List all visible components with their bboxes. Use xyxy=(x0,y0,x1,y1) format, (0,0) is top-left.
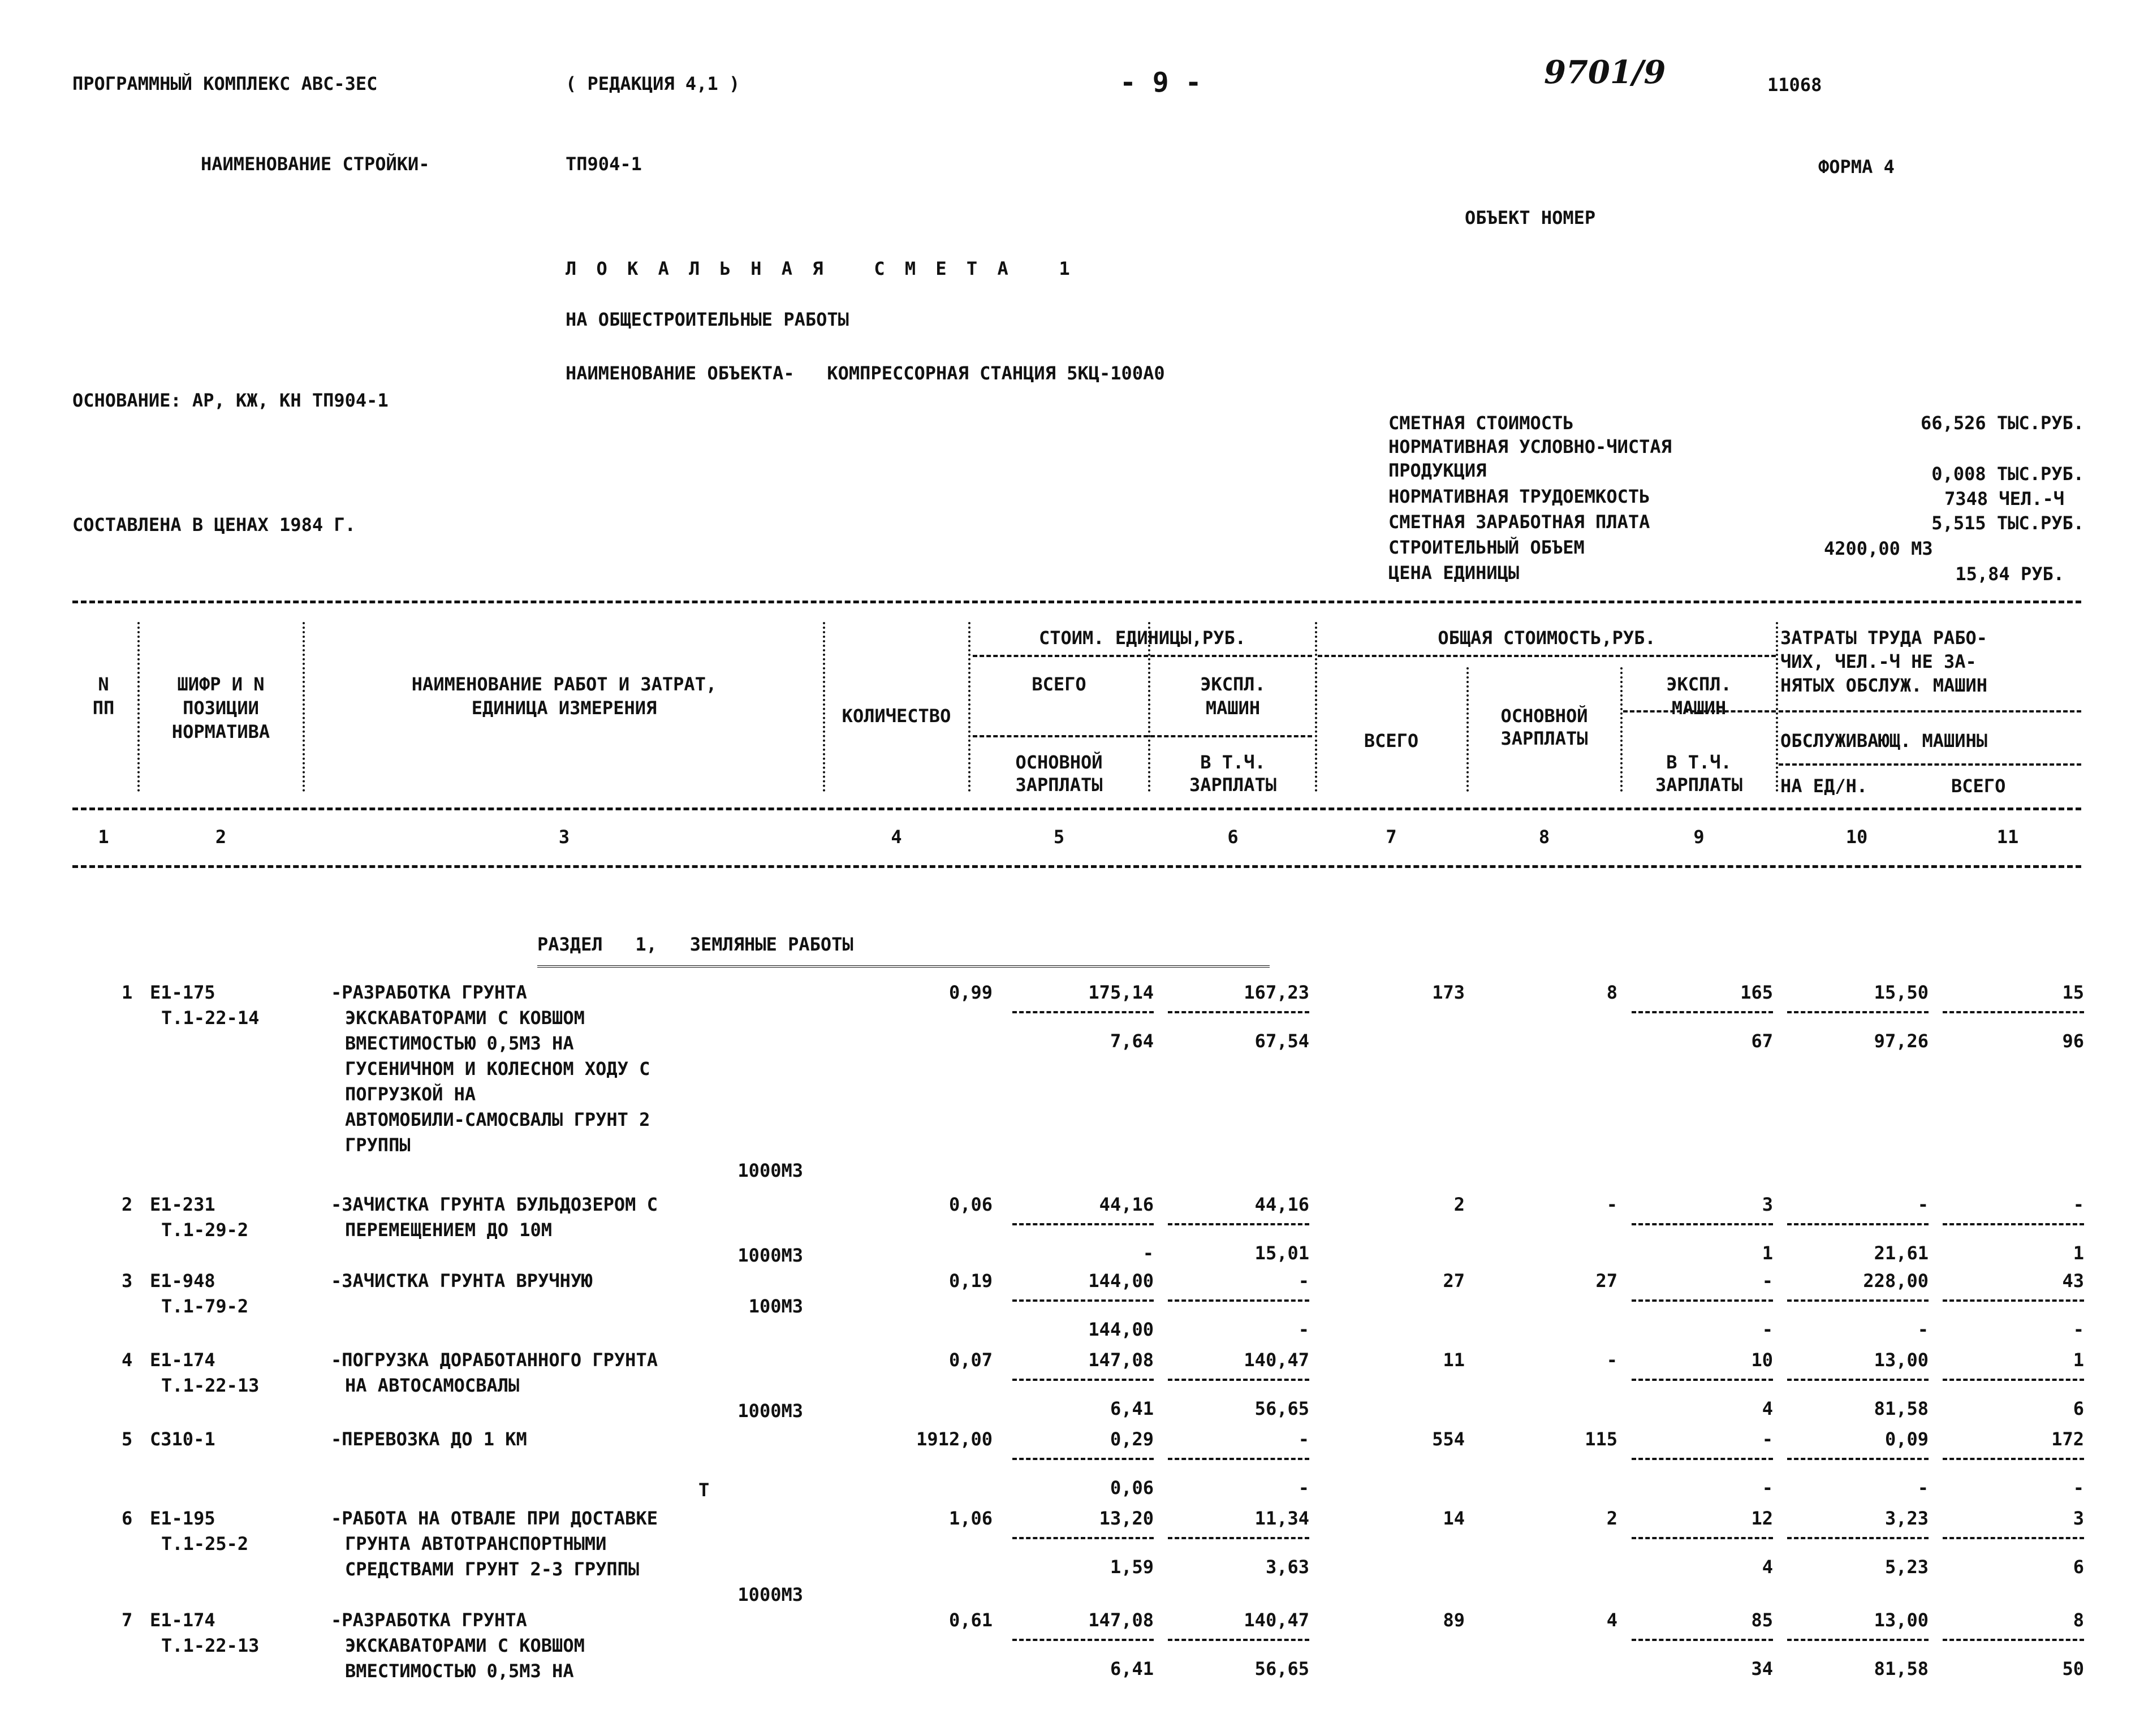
overall-machines-pay: 4 xyxy=(1762,1398,1773,1419)
cell-separator-rule xyxy=(1943,1537,2084,1539)
row-code: Е1-948 xyxy=(150,1270,215,1292)
overall-machines: 85 xyxy=(1751,1609,1773,1631)
table-top-rule xyxy=(72,601,2081,603)
row-number: 1 xyxy=(122,982,133,1003)
servicing-total: - xyxy=(2073,1477,2084,1499)
cell-separator-rule xyxy=(1012,1011,1154,1013)
cell-separator-rule xyxy=(1632,1011,1773,1013)
row-work-name: ВМЕСТИМОСТЬЮ 0,5М3 НА xyxy=(345,1660,574,1682)
cell-separator-rule xyxy=(1632,1458,1773,1460)
row-number: 5 xyxy=(122,1428,133,1450)
row-quantity: 1912,00 xyxy=(916,1428,993,1450)
header-overall-incl: ЗАРПЛАТЫ xyxy=(1655,774,1743,796)
cell-separator-rule xyxy=(1168,1639,1309,1641)
summary-value: 4200,00 М3 xyxy=(1824,538,1933,559)
row-quantity: 0,19 xyxy=(948,1270,993,1292)
overall-basic-pay: 8 xyxy=(1606,982,1617,1003)
column-number: 6 xyxy=(1227,826,1239,848)
unit-basic-pay: - xyxy=(1142,1242,1154,1264)
row-unit: Т xyxy=(698,1479,710,1501)
header-overall-expl: ЭКСПЛ. xyxy=(1666,673,1732,695)
row-unit: 100М3 xyxy=(748,1295,803,1317)
row-work-name: ГРУППЫ xyxy=(345,1134,411,1156)
servicing-total: 6 xyxy=(2073,1556,2084,1578)
labor-per-unit: - xyxy=(1917,1194,1929,1215)
build-value: ТП904-1 xyxy=(566,153,642,175)
col-divider xyxy=(1776,622,1778,792)
cell-separator-rule xyxy=(1012,1537,1154,1539)
labor-per-unit: 0,09 xyxy=(1884,1428,1929,1450)
unit-basic-pay: 6,41 xyxy=(1110,1398,1154,1419)
overall-machines-pay: 67 xyxy=(1751,1030,1773,1052)
column-number: 9 xyxy=(1693,826,1705,848)
cell-separator-rule xyxy=(1168,1458,1309,1460)
row-code: Е1-175 xyxy=(150,982,215,1003)
unit-cost-total: 13,20 xyxy=(1099,1508,1154,1529)
summary-label: СМЕТНАЯ СТОИМОСТЬ xyxy=(1388,412,1574,434)
overall-machines: - xyxy=(1762,1428,1773,1450)
overall-machines: 165 xyxy=(1740,982,1773,1003)
row-work-name: ВМЕСТИМОСТЬЮ 0,5М3 НА xyxy=(345,1033,574,1054)
servicing-total: 1 xyxy=(2073,1242,2084,1264)
col-divider xyxy=(823,622,825,792)
labor-per-unit: 13,00 xyxy=(1874,1609,1929,1631)
header-code: ПОЗИЦИИ xyxy=(183,697,259,719)
cell-separator-rule xyxy=(1787,1458,1929,1460)
cell-separator-rule xyxy=(1012,1379,1154,1381)
servicing-total: 6 xyxy=(2073,1398,2084,1419)
cell-separator-rule xyxy=(1787,1223,1929,1225)
unit-basic-pay: 0,06 xyxy=(1110,1477,1154,1499)
labor-total: 8 xyxy=(2073,1609,2084,1631)
object-name: НАИМЕНОВАНИЕ ОБЪЕКТА- КОМПРЕССОРНАЯ СТАНЦИЯ 5КЦ-100А0 xyxy=(566,362,1165,384)
col-divider xyxy=(137,622,140,792)
overall-total: 89 xyxy=(1443,1609,1465,1631)
row-work-name: ГУСЕНИЧНОМ И КОЛЕСНОМ ХОДУ С xyxy=(345,1058,650,1079)
servicing-per-unit: 81,58 xyxy=(1874,1658,1929,1679)
overall-basic-pay: 4 xyxy=(1606,1609,1617,1631)
row-work-name: -РАЗРАБОТКА ГРУНТА xyxy=(331,1609,527,1631)
row-quantity: 0,06 xyxy=(948,1194,993,1215)
cell-separator-rule xyxy=(1943,1223,2084,1225)
cell-separator-rule xyxy=(1168,1379,1309,1381)
header-overall-expl: МАШИН xyxy=(1671,697,1727,719)
header-code: НОРМАТИВА xyxy=(171,721,270,742)
cell-separator-rule xyxy=(1943,1639,2084,1641)
servicing-per-unit: 81,58 xyxy=(1874,1398,1929,1419)
col-divider xyxy=(1620,667,1623,792)
sub-rule xyxy=(1779,710,2081,712)
basis: ОСНОВАНИЕ: АР, КЖ, КН ТП904-1 xyxy=(72,390,389,411)
labor-per-unit: 13,00 xyxy=(1874,1349,1929,1371)
summary-label: НОРМАТИВНАЯ УСЛОВНО-ЧИСТАЯ xyxy=(1388,436,1672,457)
overall-machines-pay: - xyxy=(1762,1477,1773,1499)
unit-machines-pay: - xyxy=(1298,1477,1309,1499)
overall-total: 14 xyxy=(1443,1508,1465,1529)
column-number: 3 xyxy=(558,826,570,848)
column-number: 2 xyxy=(215,826,227,848)
header-overall-basic: ОСНОВНОЙ xyxy=(1500,705,1588,727)
unit-cost-machines: 11,34 xyxy=(1254,1508,1309,1529)
row-number: 7 xyxy=(122,1609,133,1631)
row-quantity: 0,07 xyxy=(948,1349,993,1371)
unit-machines-pay: 56,65 xyxy=(1254,1398,1309,1419)
cell-separator-rule xyxy=(1012,1223,1154,1225)
labor-total: - xyxy=(2073,1194,2084,1215)
cell-separator-rule xyxy=(1632,1639,1773,1641)
row-code: Е1-174 xyxy=(150,1609,215,1631)
unit-cost-total: 175,14 xyxy=(1088,982,1154,1003)
column-number: 8 xyxy=(1538,826,1550,848)
overall-total: 554 xyxy=(1432,1428,1465,1450)
cell-separator-rule xyxy=(1787,1379,1929,1381)
cell-separator-rule xyxy=(1168,1299,1309,1302)
header-overall-basic: ЗАРПЛАТЫ xyxy=(1500,728,1588,749)
unit-cost-total: 44,16 xyxy=(1099,1194,1154,1215)
row-code-table: Т.1-22-14 xyxy=(161,1007,260,1029)
servicing-total: - xyxy=(2073,1319,2084,1340)
header-labor: НЯТЫХ ОБСЛУЖ. МАШИН xyxy=(1780,675,1988,696)
cell-separator-rule xyxy=(1943,1458,2084,1460)
servicing-per-unit: 21,61 xyxy=(1874,1242,1929,1264)
row-code-table: Т.1-25-2 xyxy=(161,1533,249,1554)
cell-separator-rule xyxy=(1168,1223,1309,1225)
unit-cost-machines: 44,16 xyxy=(1254,1194,1309,1215)
header-unit-incl: В Т.Ч. xyxy=(1200,752,1266,773)
cell-separator-rule xyxy=(1632,1223,1773,1225)
sub-rule xyxy=(973,735,1312,737)
row-number: 3 xyxy=(122,1270,133,1292)
header-unit-cost: СТОИМ. ЕДИНИЦЫ,РУБ. xyxy=(1038,627,1246,649)
overall-basic-pay: - xyxy=(1606,1194,1617,1215)
row-code-table: Т.1-22-13 xyxy=(161,1635,260,1656)
cell-separator-rule xyxy=(1943,1379,2084,1381)
summary-value: 66,526 ТЫС.РУБ. xyxy=(1921,412,2084,434)
row-work-name: -РАЗРАБОТКА ГРУНТА xyxy=(331,982,527,1003)
column-number: 4 xyxy=(891,826,902,848)
overall-machines: 3 xyxy=(1762,1194,1773,1215)
cell-separator-rule xyxy=(1787,1299,1929,1302)
row-code: Е1-195 xyxy=(150,1508,215,1529)
header-labor: ЧИХ, ЧЕЛ.-Ч НЕ ЗА- xyxy=(1780,651,1977,672)
unit-cost-machines: - xyxy=(1298,1270,1309,1292)
page-number: - 9 - xyxy=(1120,67,1202,98)
row-code: Е1-174 xyxy=(150,1349,215,1371)
cell-separator-rule xyxy=(1168,1011,1309,1013)
estimate-title: Л О К А Л Ь Н А Я С М Е Т А 1 xyxy=(566,258,1075,279)
row-work-name: АВТОМОБИЛИ-САМОСВАЛЫ ГРУНТ 2 xyxy=(345,1109,650,1130)
header-name: НАИМЕНОВАНИЕ РАБОТ И ЗАТРАТ, xyxy=(411,673,717,695)
overall-machines-pay: 4 xyxy=(1762,1556,1773,1578)
row-work-name: ЭКСКАВАТОРАМИ С КОВШОМ xyxy=(345,1635,585,1656)
row-work-name: ПОГРУЗКОЙ НА xyxy=(345,1083,476,1105)
cell-separator-rule xyxy=(1632,1379,1773,1381)
overall-machines-pay: 34 xyxy=(1751,1658,1773,1679)
servicing-per-unit: - xyxy=(1917,1319,1929,1340)
summary-label: СМЕТНАЯ ЗАРАБОТНАЯ ПЛАТА xyxy=(1388,511,1650,533)
servicing-per-unit: - xyxy=(1917,1477,1929,1499)
summary-label: ЦЕНА ЕДИНИЦЫ xyxy=(1388,562,1520,584)
row-work-name: СРЕДСТВАМИ ГРУНТ 2-3 ГРУППЫ xyxy=(345,1558,640,1580)
cell-separator-rule xyxy=(1012,1639,1154,1641)
unit-basic-pay: 1,59 xyxy=(1110,1556,1154,1578)
row-quantity: 0,99 xyxy=(948,982,993,1003)
build-label: НАИМЕНОВАНИЕ СТРОЙКИ- xyxy=(201,153,430,175)
row-code: С310-1 xyxy=(150,1428,215,1450)
summary-value: 5,515 ТЫС.РУБ. xyxy=(1931,512,2084,534)
col-divider xyxy=(1466,667,1469,792)
cell-separator-rule xyxy=(1168,1537,1309,1539)
overall-basic-pay: 2 xyxy=(1606,1508,1617,1529)
row-number: 4 xyxy=(122,1349,133,1371)
overall-machines-pay: 1 xyxy=(1762,1242,1773,1264)
header-n: N xyxy=(98,673,109,695)
cell-separator-rule xyxy=(1012,1299,1154,1302)
row-work-name: ПЕРЕМЕЩЕНИЕМ ДО 10М xyxy=(345,1219,553,1241)
servicing-per-unit: 5,23 xyxy=(1884,1556,1929,1578)
unit-machines-pay: - xyxy=(1298,1319,1309,1340)
cell-separator-rule xyxy=(1787,1639,1929,1641)
row-work-name: НА АВТОСАМОСВАЛЫ xyxy=(345,1375,520,1396)
labor-per-unit: 15,50 xyxy=(1874,982,1929,1003)
unit-cost-total: 147,08 xyxy=(1088,1349,1154,1371)
overall-machines: 10 xyxy=(1751,1349,1773,1371)
section-title: РАЗДЕЛ 1, ЗЕМЛЯНЫЕ РАБОТЫ xyxy=(537,934,853,955)
row-code: Е1-231 xyxy=(150,1194,215,1215)
summary-label: СТРОИТЕЛЬНЫЙ ОБЪЕМ xyxy=(1388,537,1585,558)
header-n: ПП xyxy=(92,697,115,719)
cell-separator-rule xyxy=(1787,1537,1929,1539)
cell-separator-rule xyxy=(1632,1299,1773,1302)
summary-value: 7348 ЧЕЛ.-Ч xyxy=(1944,488,2064,509)
header-unit-expl: МАШИН xyxy=(1205,697,1261,719)
header-unit-basic: ЗАРПЛАТЫ xyxy=(1015,774,1103,796)
summary-value: 15,84 РУБ. xyxy=(1955,563,2064,585)
row-work-name: ГРУНТА АВТОТРАНСПОРТНЫМИ xyxy=(345,1533,607,1554)
price-base: СОСТАВЛЕНА В ЦЕНАХ 1984 Г. xyxy=(72,514,356,536)
row-number: 2 xyxy=(122,1194,133,1215)
overall-basic-pay: - xyxy=(1606,1349,1617,1371)
labor-total: 172 xyxy=(2051,1428,2084,1450)
row-work-name: -ЗАЧИСТКА ГРУНТА ВРУЧНУЮ xyxy=(331,1270,593,1292)
unit-cost-machines: 167,23 xyxy=(1244,982,1309,1003)
column-number: 1 xyxy=(98,826,109,848)
unit-cost-total: 147,08 xyxy=(1088,1609,1154,1631)
unit-cost-machines: - xyxy=(1298,1428,1309,1450)
header-overall-cost: ОБЩАЯ СТОИМОСТЬ,РУБ. xyxy=(1438,627,1656,649)
summary-label: НОРМАТИВНАЯ ТРУДОЕМКОСТЬ xyxy=(1388,486,1650,507)
labor-per-unit: 3,23 xyxy=(1884,1508,1929,1529)
row-code-table: Т.1-29-2 xyxy=(161,1219,249,1241)
row-work-name: -ПЕРЕВОЗКА ДО 1 КМ xyxy=(331,1428,527,1450)
column-numbers-rule xyxy=(72,865,2081,868)
overall-total: 173 xyxy=(1432,982,1465,1003)
unit-basic-pay: 144,00 xyxy=(1088,1319,1154,1340)
cell-separator-rule xyxy=(1943,1299,2084,1302)
unit-cost-machines: 140,47 xyxy=(1244,1349,1309,1371)
labor-total: 1 xyxy=(2073,1349,2084,1371)
row-work-name: ЭКСКАВАТОРАМИ С КОВШОМ xyxy=(345,1007,585,1029)
summary-value: 0,008 ТЫС.РУБ. xyxy=(1931,463,2084,485)
header-unit-total: ВСЕГО xyxy=(1032,673,1086,695)
unit-machines-pay: 67,54 xyxy=(1254,1030,1309,1052)
labor-per-unit: 228,00 xyxy=(1863,1270,1929,1292)
row-quantity: 1,06 xyxy=(948,1508,993,1529)
column-number: 10 xyxy=(1845,826,1868,848)
object-number-label: ОБЪЕКТ НОМЕР xyxy=(1465,207,1596,228)
header-per-unit: НА ЕД/Н. xyxy=(1780,775,1868,797)
unit-machines-pay: 15,01 xyxy=(1254,1242,1309,1264)
unit-cost-total: 144,00 xyxy=(1088,1270,1154,1292)
header-labor-total: ВСЕГО xyxy=(1951,775,2006,797)
labor-total: 3 xyxy=(2073,1508,2084,1529)
header-code: ШИФР И N xyxy=(177,673,265,695)
column-number: 11 xyxy=(1996,826,2019,848)
summary-label: ПРОДУКЦИЯ xyxy=(1388,460,1487,481)
sub-rule xyxy=(1318,655,1776,657)
servicing-total: 50 xyxy=(2062,1658,2084,1679)
header-overall-incl: В Т.Ч. xyxy=(1666,752,1732,773)
overall-machines: 12 xyxy=(1751,1508,1773,1529)
unit-cost-total: 0,29 xyxy=(1110,1428,1154,1450)
unit-machines-pay: 56,65 xyxy=(1254,1658,1309,1679)
header-quantity: КОЛИЧЕСТВО xyxy=(842,705,951,727)
unit-cost-machines: 140,47 xyxy=(1244,1609,1309,1631)
column-number: 5 xyxy=(1053,826,1065,848)
header-labor: ЗАТРАТЫ ТРУДА РАБО- xyxy=(1780,627,1988,649)
form-number: ФОРМА 4 xyxy=(1818,156,1895,178)
cell-separator-rule xyxy=(1943,1011,2084,1013)
row-quantity: 0,61 xyxy=(948,1609,993,1631)
sub-rule xyxy=(973,655,1312,657)
column-number: 7 xyxy=(1386,826,1397,848)
document-number: 11068 xyxy=(1767,74,1822,96)
sub-rule xyxy=(1779,763,2081,766)
unit-basic-pay: 6,41 xyxy=(1110,1658,1154,1679)
servicing-total: 96 xyxy=(2062,1030,2084,1052)
labor-total: 15 xyxy=(2062,982,2084,1003)
header-unit-basic: ОСНОВНОЙ xyxy=(1015,752,1103,773)
row-unit: 1000М3 xyxy=(737,1160,803,1181)
row-work-name: -РАБОТА НА ОТВАЛЕ ПРИ ДОСТАВКЕ xyxy=(331,1508,658,1529)
row-unit: 1000М3 xyxy=(737,1245,803,1266)
overall-machines-pay: - xyxy=(1762,1319,1773,1340)
overall-total: 2 xyxy=(1453,1194,1465,1215)
header-unit-incl: ЗАРПЛАТЫ xyxy=(1189,774,1277,796)
cell-separator-rule xyxy=(1787,1011,1929,1013)
header-unit-expl: ЭКСПЛ. xyxy=(1200,673,1266,695)
row-code-table: Т.1-22-13 xyxy=(161,1375,260,1396)
overall-total: 27 xyxy=(1443,1270,1465,1292)
col-divider xyxy=(303,622,305,792)
overall-basic-pay: 27 xyxy=(1595,1270,1617,1292)
unit-machines-pay: 3,63 xyxy=(1265,1556,1309,1578)
cell-separator-rule xyxy=(1632,1537,1773,1539)
overall-basic-pay: 115 xyxy=(1585,1428,1617,1450)
unit-basic-pay: 7,64 xyxy=(1110,1030,1154,1052)
edition: ( РЕДАКЦИЯ 4,1 ) xyxy=(566,73,740,94)
header-servicing: ОБСЛУЖИВАЮЩ. МАШИНЫ xyxy=(1780,730,1988,752)
row-unit: 1000М3 xyxy=(737,1400,803,1422)
row-unit: 1000М3 xyxy=(737,1584,803,1605)
cell-separator-rule xyxy=(1012,1458,1154,1460)
program-name: ПРОГРАММНЫЙ КОМПЛЕКС АВС-ЗЕС xyxy=(72,73,378,94)
header-bottom-rule xyxy=(72,807,2081,810)
overall-machines: - xyxy=(1762,1270,1773,1292)
document-code: 9701/9 xyxy=(1544,54,1666,91)
row-code-table: Т.1-79-2 xyxy=(161,1295,249,1317)
section-underline xyxy=(537,965,1270,969)
labor-total: 43 xyxy=(2062,1270,2084,1292)
header-overall-total: ВСЕГО xyxy=(1364,730,1419,752)
row-work-name: -ПОГРУЗКА ДОРАБОТАННОГО ГРУНТА xyxy=(331,1349,658,1371)
servicing-per-unit: 97,26 xyxy=(1874,1030,1929,1052)
row-number: 6 xyxy=(122,1508,133,1529)
col-divider xyxy=(1315,622,1317,792)
row-work-name: -ЗАЧИСТКА ГРУНТА БУЛЬДОЗЕРОМ С xyxy=(331,1194,658,1215)
estimate-subtitle: НА ОБЩЕСТРОИТЕЛЬНЫЕ РАБОТЫ xyxy=(566,309,849,330)
header-name: ЕДИНИЦА ИЗМЕРЕНИЯ xyxy=(471,697,657,719)
overall-total: 11 xyxy=(1443,1349,1465,1371)
